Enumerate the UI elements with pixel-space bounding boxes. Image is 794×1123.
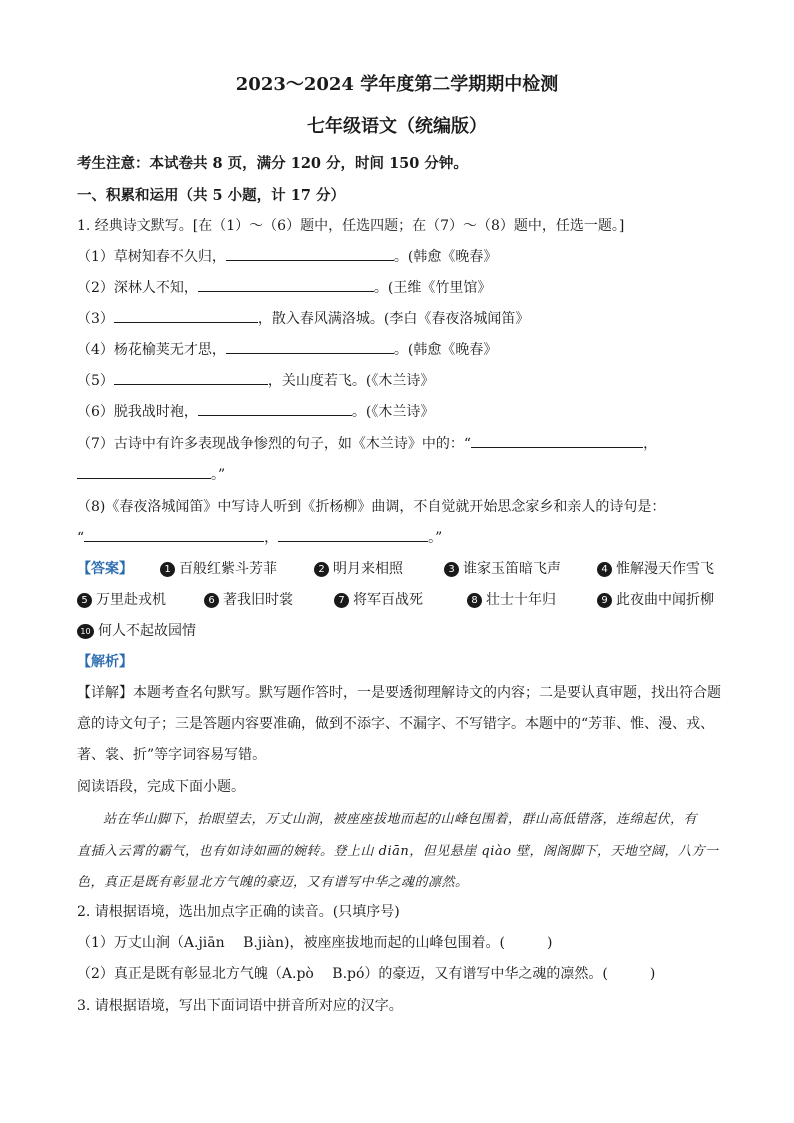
answer-item	[314, 558, 403, 578]
answer-blank[interactable]	[471, 434, 643, 448]
exam-notice: 考生注意：本试卷共 8 页，满分 120 分，时间 150 分钟。	[77, 155, 468, 172]
q1-item-8: （8)《春夜洛城闻笛》中写诗人听到《折杨柳》曲调，不自觉就开始思念家乡和亲人的诗句是：	[77, 499, 666, 515]
number-3: 3	[444, 562, 459, 577]
answer-item	[467, 589, 556, 609]
reading-intro: 阅读语段，完成下面小题。	[77, 779, 245, 795]
q1-item-2-source: 。(王维《竹里馆》	[373, 280, 492, 296]
number-4: 4	[597, 562, 612, 577]
q1-item-5-prefix: （5）	[77, 373, 114, 389]
q1-item-1-prefix: （1）草树知春不久归，	[77, 249, 226, 265]
answer-item	[444, 558, 561, 578]
q1-item-2	[77, 277, 491, 297]
number-1: 1	[160, 562, 175, 577]
number-6: 6	[204, 593, 219, 608]
answer-text: 万里赴戎机	[96, 592, 166, 608]
answer-item	[77, 589, 166, 609]
section-heading: 一、积累和运用（共 5 小题，计 17 分）	[77, 187, 345, 204]
q1-item-7-text: （7）古诗中有许多表现战争惨烈的句子，如《木兰诗》中的：“	[77, 436, 472, 452]
number-5: 5	[77, 593, 92, 608]
answer-blank[interactable]	[77, 465, 211, 479]
answer-blank[interactable]	[226, 340, 394, 354]
q1-item-8-end: 。”	[428, 530, 443, 546]
answer-item	[597, 589, 721, 609]
passage-line-2: 直插入云霄的霸气，也有如诗如画的婉转。登上山 diān，但见悬崖 qiào 壁，阁阁脚下，天地空阔，八方一	[77, 844, 719, 859]
q1-item-2-prefix: （2）深林人不知，	[77, 280, 198, 296]
answer-item	[160, 558, 277, 578]
q1-item-7-end: 。”	[211, 467, 226, 483]
page-title: 2023～2024 学年度第二学期期中检测	[235, 74, 559, 95]
number-7: 7	[334, 593, 349, 608]
answer-item	[77, 620, 196, 640]
q1-item-1-source: 。(韩愈《晚春》	[393, 249, 498, 265]
answer-text: 谁家玉笛暗飞声	[463, 561, 561, 577]
detail-line-1: 【详解】本题考查名句默写。默写题作答时，一是要透彻理解诗文的内容；二是要认真审题，找出符合题	[77, 685, 721, 701]
question-2-stem: 2. 请根据语境，选出加点字正确的读音。(只填序号)	[77, 904, 400, 920]
answer-text: 壮士十年归	[486, 592, 556, 608]
q1-item-6	[77, 401, 434, 421]
q1-item-3-prefix: （3）	[77, 311, 114, 327]
answer-item	[334, 589, 423, 609]
question-3-stem: 3. 请根据语境，写出下面词语中拼音所对应的汉字。	[77, 998, 403, 1014]
answer-item	[204, 589, 293, 609]
q1-item-4-source: 。(韩愈《晚春》	[393, 342, 498, 358]
question-1-stem: 1. 经典诗文默写。[在（1）～（6）题中，任选四题；在（7）～（8）题中，任选一题。]	[77, 218, 625, 234]
q1-item-6-source: 。(《木兰诗》	[351, 404, 435, 420]
q2-sub-1: （1）万丈山涧（A.jiān B.jiàn)，被座座拔地而起的山峰包围着。( )	[77, 935, 553, 951]
answer-blank[interactable]	[278, 528, 428, 542]
answer-item	[597, 558, 721, 578]
passage-line-1: 站在华山脚下，抬眼望去，万丈山涧，被座座拔地而起的山峰包围着，群山高低错落，连绵起伏，有	[103, 812, 698, 827]
detail-line-3: 著、裳、折”等字词容易写错。	[77, 747, 267, 763]
answer-text: 著我旧时裳	[223, 592, 293, 608]
answer-blank[interactable]	[84, 528, 264, 542]
q1-item-6-prefix: （6）脱我战时袍，	[77, 404, 198, 420]
q1-item-4-prefix: （4）杨花榆荚无才思，	[77, 342, 226, 358]
answer-text: 明月来相照	[333, 561, 403, 577]
answer-text: 此夜曲中闻折柳	[616, 592, 714, 608]
q1-item-8-open: “	[77, 530, 85, 546]
q1-item-5	[77, 370, 434, 390]
answer-blank[interactable]	[198, 402, 352, 416]
q1-item-7-comma: ，	[643, 436, 658, 452]
passage-line-3: 色，真正是既有彰显北方气魄的豪迈，又有谱写中华之魂的凛然。	[77, 875, 469, 890]
answer-blank[interactable]	[114, 371, 268, 385]
number-9: 9	[597, 593, 612, 608]
q1-item-3-source: ，散入春风满洛城。(李白《春夜洛城闻笛》	[257, 311, 530, 327]
answer-blank[interactable]	[114, 309, 258, 323]
q1-item-7	[77, 433, 657, 453]
answer-text: 惟解漫天作雪飞	[616, 561, 714, 577]
q1-item-8-comma: ，	[264, 530, 279, 546]
q1-item-8-cont	[77, 527, 442, 547]
answer-text: 何人不起故园情	[98, 623, 196, 639]
q1-item-5-source: ，关山度若飞。(《木兰诗》	[267, 373, 435, 389]
answer-label: 【答案】	[77, 561, 133, 577]
q1-item-3	[77, 308, 529, 328]
q1-item-1	[77, 246, 497, 266]
number-8: 8	[467, 593, 482, 608]
q1-item-7-cont	[77, 464, 225, 484]
number-2: 2	[314, 562, 329, 577]
page-subtitle: 七年级语文（统编版）	[307, 116, 487, 137]
q2-sub-2: （2）真正是既有彰显北方气魄（A.pò B.pó）的豪迈，又有谱写中华之魂的凛然。( )	[77, 966, 656, 982]
analysis-label: 【解析】	[77, 654, 133, 670]
answer-blank[interactable]	[198, 278, 374, 292]
detail-line-2: 意的诗文句子；三是答题内容要准确，做到不添字、不漏字、不写错字。本题中的“芳菲、惟、漫、戎、	[77, 716, 715, 732]
answer-text: 百般红紫斗芳菲	[179, 561, 277, 577]
answer-text: 将军百战死	[353, 592, 423, 608]
answer-blank[interactable]	[226, 247, 394, 261]
number-10: 10	[77, 624, 94, 639]
q1-item-4	[77, 339, 497, 359]
